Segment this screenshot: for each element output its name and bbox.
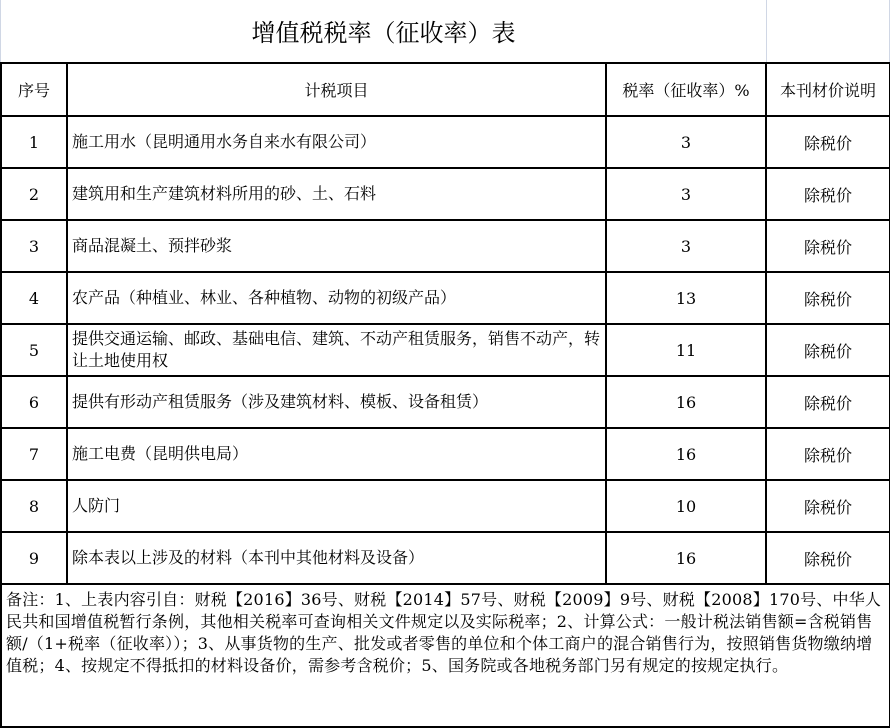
row-item: 除本表以上涉及的材料（本刊中其他材料及设备） [67,532,606,584]
header-rate: 税率（征收率）% [606,63,766,116]
row-note: 除税价 [766,116,890,168]
header-index: 序号 [1,63,67,116]
row-note: 除税价 [766,324,890,376]
row-index: 8 [1,480,67,532]
row-item: 商品混凝土、预拌砂浆 [67,220,606,272]
row-rate: 11 [606,324,766,376]
row-note: 除税价 [766,428,890,480]
table-row [1,428,890,480]
row-note: 除税价 [766,480,890,532]
table-row [1,532,890,584]
row-item: 提供有形动产租赁服务（涉及建筑材料、模板、设备租赁） [67,376,606,428]
row-note: 除税价 [766,220,890,272]
table-row [1,168,890,220]
row-index: 9 [1,532,67,584]
row-index: 1 [1,116,67,168]
row-rate: 3 [606,168,766,220]
remark-row [1,584,890,727]
table-row [1,324,890,376]
row-note: 除税价 [766,532,890,584]
row-rate: 10 [606,480,766,532]
row-item: 施工电费（昆明供电局） [67,428,606,480]
row-rate: 16 [606,428,766,480]
row-note: 除税价 [766,272,890,324]
row-item: 施工用水（昆明通用水务自来水有限公司） [67,116,606,168]
header-item: 计税项目 [67,63,606,116]
row-index: 6 [1,376,67,428]
row-rate: 13 [606,272,766,324]
row-index: 2 [1,168,67,220]
row-note: 除税价 [766,168,890,220]
tax-rate-table [0,62,890,728]
table-row [1,376,890,428]
row-item: 农产品（种植业、林业、各种植物、动物的初级产品） [67,272,606,324]
remark-text: 备注：1、上表内容引自：财税【2016】36号、财税【2014】57号、财税【2009】9号、财税【2008】170号、中华人民共和国增值税暂行条例，其他相关税率可查询相关文件规定以及实际税率；2、计算公式：一般计税法销售额=含税销售额/（1+税率（征收率））；3、从事货物的生产、批发或者零售的单位和个体工商户的混合销售行为，按照销售货物缴纳增值税；4、按规定不得抵扣的材料设备价，需参考含税价；5、国务院或各地税务部门另有规定的按规定执行。 [1,584,890,727]
row-index: 3 [1,220,67,272]
page-title: 增值税税率（征收率）表 [251,19,516,47]
title-gridline [766,0,767,62]
table-row [1,480,890,532]
row-index: 5 [1,324,67,376]
title-row [0,0,890,62]
table-header-row [1,63,890,116]
table-row [1,220,890,272]
row-item: 人防门 [67,480,606,532]
row-item: 提供交通运输、邮政、基础电信、建筑、不动产租赁服务，销售不动产，转让土地使用权 [67,324,606,376]
header-note: 本刊材价说明 [766,63,890,116]
row-rate: 16 [606,376,766,428]
table-row [1,272,890,324]
row-rate: 3 [606,116,766,168]
row-index: 4 [1,272,67,324]
row-rate: 16 [606,532,766,584]
row-note: 除税价 [766,376,890,428]
row-index: 7 [1,428,67,480]
table-row [1,116,890,168]
row-item: 建筑用和生产建筑材料所用的砂、土、石料 [67,168,606,220]
row-rate: 3 [606,220,766,272]
